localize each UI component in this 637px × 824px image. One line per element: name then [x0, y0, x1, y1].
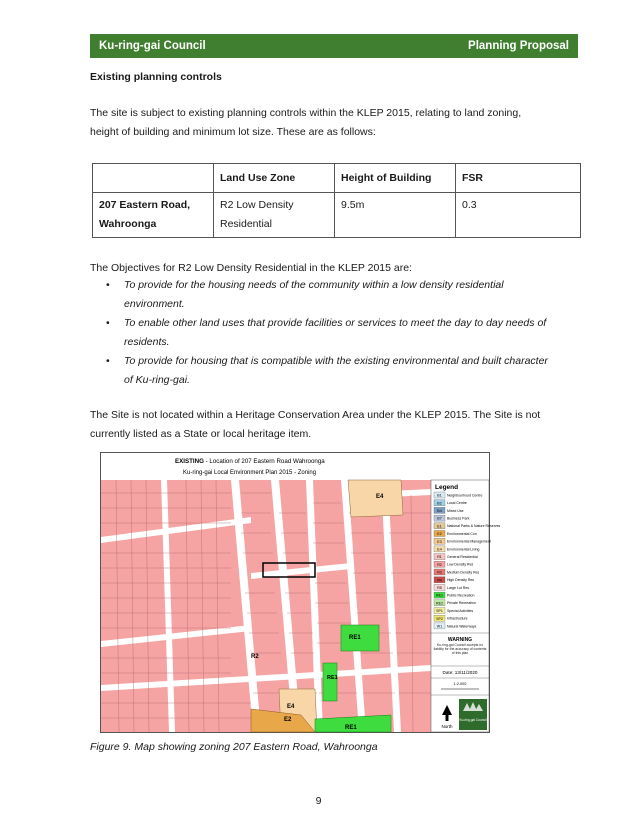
page-number: 9 — [315, 795, 322, 807]
site-address-line-2: Wahroonga — [99, 218, 157, 230]
map-date: Date: 13/11/2020 — [442, 670, 478, 675]
legend-code: E3 — [437, 539, 442, 544]
header-council-name: Ku-ring-gai Council — [99, 40, 206, 52]
intro-line-1: The site is subject to existing planning controls within the KLEP 2015, relating to land zoning, — [90, 107, 522, 119]
zone-label-re1: RE1 — [349, 635, 361, 641]
objectives-list — [90, 276, 570, 390]
section-title: Existing planning controls — [90, 71, 222, 83]
zone-label-re1: RE1 — [327, 675, 338, 681]
page-header — [90, 34, 578, 58]
legend-label: Neighbourhood Centre — [447, 493, 483, 498]
map-title — [175, 458, 325, 465]
list-item — [90, 314, 570, 352]
heritage-paragraph — [90, 406, 570, 444]
legend-code: E4 — [437, 547, 442, 552]
zoning-map-svg — [101, 453, 501, 732]
map-scale: 1:2,000 — [453, 682, 467, 686]
warning-title: WARNING — [447, 637, 473, 643]
zone-line-1: R2 Low Density — [220, 199, 294, 211]
legend-label: Infrastructure — [447, 616, 468, 621]
header-document-type: Planning Proposal — [468, 40, 569, 52]
legend-code: RE1 — [436, 593, 443, 598]
legend-label: High Density Res — [447, 578, 475, 583]
r2-zone-area — [101, 480, 431, 732]
legend-code: E2 — [437, 532, 442, 537]
table-header-cell — [93, 164, 214, 193]
objectives-intro: The Objectives for R2 Low Density Residential in the KLEP 2015 are: — [90, 262, 412, 274]
legend-code: B2 — [437, 501, 442, 506]
legend-label: Low Density Res — [447, 562, 474, 567]
table-header-row — [93, 164, 581, 193]
zone-label-r2: R2 — [251, 654, 259, 660]
heritage-line-2: currently listed as a State or local heritage item. — [90, 428, 312, 440]
list-item — [90, 276, 570, 314]
height-cell: 9.5m — [335, 193, 456, 238]
objective-line: residents. — [124, 336, 170, 348]
site-address-cell — [93, 193, 214, 238]
legend-code: E1 — [437, 524, 442, 529]
zone-cell — [214, 193, 335, 238]
legend-label: Public Recreation — [447, 593, 475, 598]
legend-label: Mixed Use — [447, 508, 464, 513]
zoning-map — [100, 452, 501, 733]
objective-line: • To enable other land uses that provide facilities or services to meet the day to day needs of — [124, 317, 547, 329]
objective-line: • To provide for housing that is compatible with the existing environmental and built character — [124, 355, 548, 367]
legend-label: Environmental Living — [447, 547, 480, 552]
fsr-cell: 0.3 — [456, 193, 581, 238]
table-row — [93, 193, 581, 238]
objective-line: • To provide for the housing needs of the community within a low density residential — [124, 279, 504, 291]
objective-line: of Ku-ring-gai. — [124, 374, 190, 386]
heritage-line-1: The Site is not located within a Heritage Conservation Area under the KLEP 2015. The Site is not — [90, 409, 541, 421]
legend-code: SP2 — [436, 616, 443, 621]
legend-label: Business Park — [447, 516, 470, 521]
zone-label-e4: E4 — [376, 494, 384, 500]
intro-paragraph — [90, 104, 570, 142]
list-item — [90, 352, 570, 390]
council-logo-text: Ku-ring-gai Council — [459, 718, 487, 722]
legend-title: Legend — [435, 484, 459, 491]
warning-text: Ku-ring-gai Council accepts no liability for the accuracy of contents of this plan — [433, 643, 487, 656]
legend-code: B7 — [437, 516, 442, 521]
legend-label: Local Centre — [447, 501, 467, 506]
re1-strip-zone — [323, 663, 337, 701]
legend-code: R1 — [437, 555, 442, 560]
legend-label: General Residential — [447, 555, 478, 559]
legend-code: B4 — [437, 509, 442, 513]
legend-code: R4 — [437, 578, 442, 583]
legend-label: Private Recreation — [447, 601, 476, 606]
figure-caption: Figure 9. Map showing zoning 207 Eastern Road, Wahroonga — [90, 741, 378, 753]
map-subtitle: Ku-ring-gai Local Environment Plan 2015 - Zoning — [183, 470, 317, 476]
legend-code: W1 — [436, 624, 443, 629]
map-title-bold: EXISTING — [175, 458, 204, 465]
legend-label: Natural Waterways — [447, 624, 477, 629]
legend-code: B1 — [437, 493, 442, 498]
legend-label: Environmental Management — [447, 539, 491, 544]
legend-label: Environmental Con — [447, 531, 477, 536]
legend-code: SP1 — [436, 609, 443, 614]
legend-label: Large Lot Res — [447, 585, 469, 590]
map-title-rest: - Location of 207 Eastern Road Wahroonga — [203, 458, 325, 465]
legend-code: R3 — [437, 570, 442, 575]
table-header-cell: FSR — [456, 164, 581, 193]
map-body — [101, 480, 431, 732]
zone-label-re1: RE1 — [345, 725, 357, 731]
zone-line-2: Residential — [220, 218, 272, 230]
legend-label: Medium Density Res — [447, 570, 480, 575]
zone-label-e4: E4 — [287, 704, 295, 710]
legend-label: National Parks & Nature Reserves — [447, 524, 501, 529]
table-header-cell: Height of Building — [335, 164, 456, 193]
legend-code: R5 — [437, 586, 442, 590]
objective-line: environment. — [124, 298, 185, 310]
table-header-cell: Land Use Zone — [214, 164, 335, 193]
site-address-line-1: 207 Eastern Road, — [99, 199, 191, 211]
legend-label: Special Activities — [447, 608, 474, 613]
legend-code: RE2 — [436, 601, 443, 606]
planning-controls-table — [92, 163, 581, 238]
zone-label-e2: E2 — [284, 717, 292, 723]
intro-line-2: height of building and minimum lot size. These are as follows: — [90, 126, 376, 138]
north-label: North — [441, 724, 453, 729]
legend-code: R2 — [437, 562, 442, 567]
warning-text-box — [433, 643, 487, 665]
